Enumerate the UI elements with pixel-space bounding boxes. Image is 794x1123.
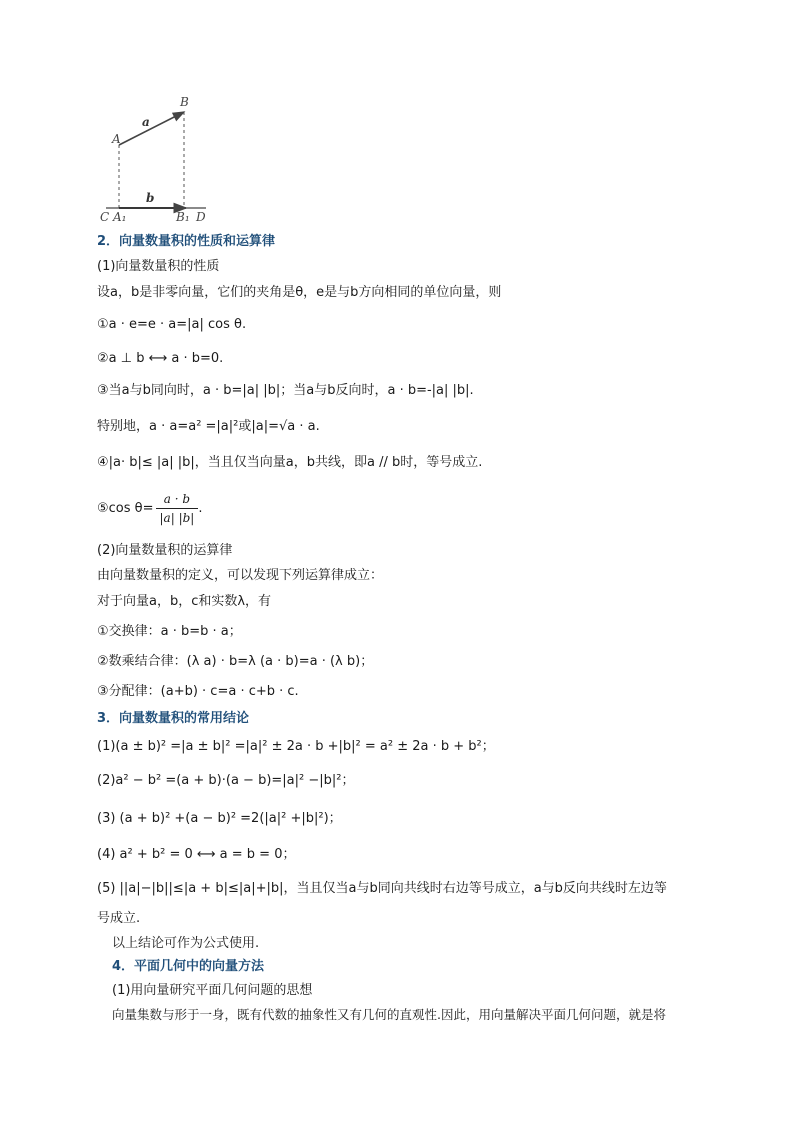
conclusion-5-cont: 号成立. xyxy=(97,911,141,926)
property-1: ①a · e=e · a=|a| cos θ. xyxy=(97,317,247,332)
conclusion-5: (5) ||a|−|b||≤|a + b|≤|a|+|b|，当且仅当a与b同向共线时右边等号成立，a与b反向共线时左边等 xyxy=(97,881,667,896)
law-commutative: ①交换律：a · b=b · a； xyxy=(97,624,242,639)
label-A: A xyxy=(112,132,121,146)
property-3: ③当a与b同向时，a · b=|a| |b|；当a与b反向时，a · b=-|a| |b|. xyxy=(97,383,474,398)
property-5 xyxy=(97,490,202,527)
section2-intro: 设a，b是非零向量，它们的夹角是θ，e是与b方向相同的单位向量，则 xyxy=(97,285,502,300)
conclusion-3: (3) (a + b)² +(a − b)² =2(|a|² +|b|²)； xyxy=(97,811,342,826)
label-C: C xyxy=(100,210,110,224)
vector-projection-figure xyxy=(96,90,220,225)
section4-heading: 4．平面几何中的向量方法 xyxy=(112,959,265,974)
section4-text: 向量集数与形于一身，既有代数的抽象性又有几何的直观性.因此，用向量解决平面几何问题，就是将 xyxy=(112,1007,666,1022)
label-A1: A₁ xyxy=(113,210,127,224)
property-4: ④|a· b|≤ |a| |b|，当且仅当向量a，b共线，即a // b时，等号成立. xyxy=(97,455,483,470)
conclusion-note: 以上结论可作为公式使用. xyxy=(112,936,260,951)
section2-sub2: (2)向量数量积的运算律 xyxy=(97,543,233,558)
vector-a-arrow xyxy=(119,112,184,145)
property-3-special: 特别地，a · a=a² =|a|²或|a|=√a · a. xyxy=(97,419,320,434)
property-5-denominator: |a| |b| xyxy=(159,511,195,525)
property-5-numerator: a · b xyxy=(156,490,199,509)
property-5-suffix: . xyxy=(198,501,203,516)
label-vec-b: b xyxy=(146,191,155,205)
section2-heading: 2．向量数量积的性质和运算律 xyxy=(97,234,276,249)
law-intro: 由向量数量积的定义，可以发现下列运算律成立： xyxy=(97,568,384,583)
section2-sub1: (1)向量数量积的性质 xyxy=(97,259,220,274)
section3-heading: 3．向量数量积的常用结论 xyxy=(97,711,250,726)
label-D: D xyxy=(196,210,206,224)
law-for: 对于向量a，b，c和实数λ，有 xyxy=(97,594,272,609)
label-B: B xyxy=(180,95,189,109)
conclusion-1: (1)(a ± b)² =|a ± b|² =|a|² ± 2a · b +|b|² = a² ± 2a · b + b²； xyxy=(97,739,495,754)
label-vec-a: a xyxy=(142,115,150,129)
conclusion-4: (4) a² + b² = 0 ⟷ a = b = 0； xyxy=(97,847,296,862)
conclusion-2: (2)a² − b² =(a + b)·(a − b)=|a|² −|b|²； xyxy=(97,773,355,788)
property-5-fraction xyxy=(156,490,199,527)
section4-sub1: (1)用向量研究平面几何问题的思想 xyxy=(112,983,313,998)
law-scalar-associative: ②数乘结合律：(λ a) · b=λ (a · b)=a · (λ b)； xyxy=(97,654,374,669)
property-2: ②a ⊥ b ⟷ a · b=0. xyxy=(97,351,224,366)
law-distributive: ③分配律：(a+b) · c=a · c+b · c. xyxy=(97,684,299,699)
label-B1: B₁ xyxy=(176,210,190,224)
property-5-prefix: ⑤cos θ= xyxy=(97,501,154,516)
